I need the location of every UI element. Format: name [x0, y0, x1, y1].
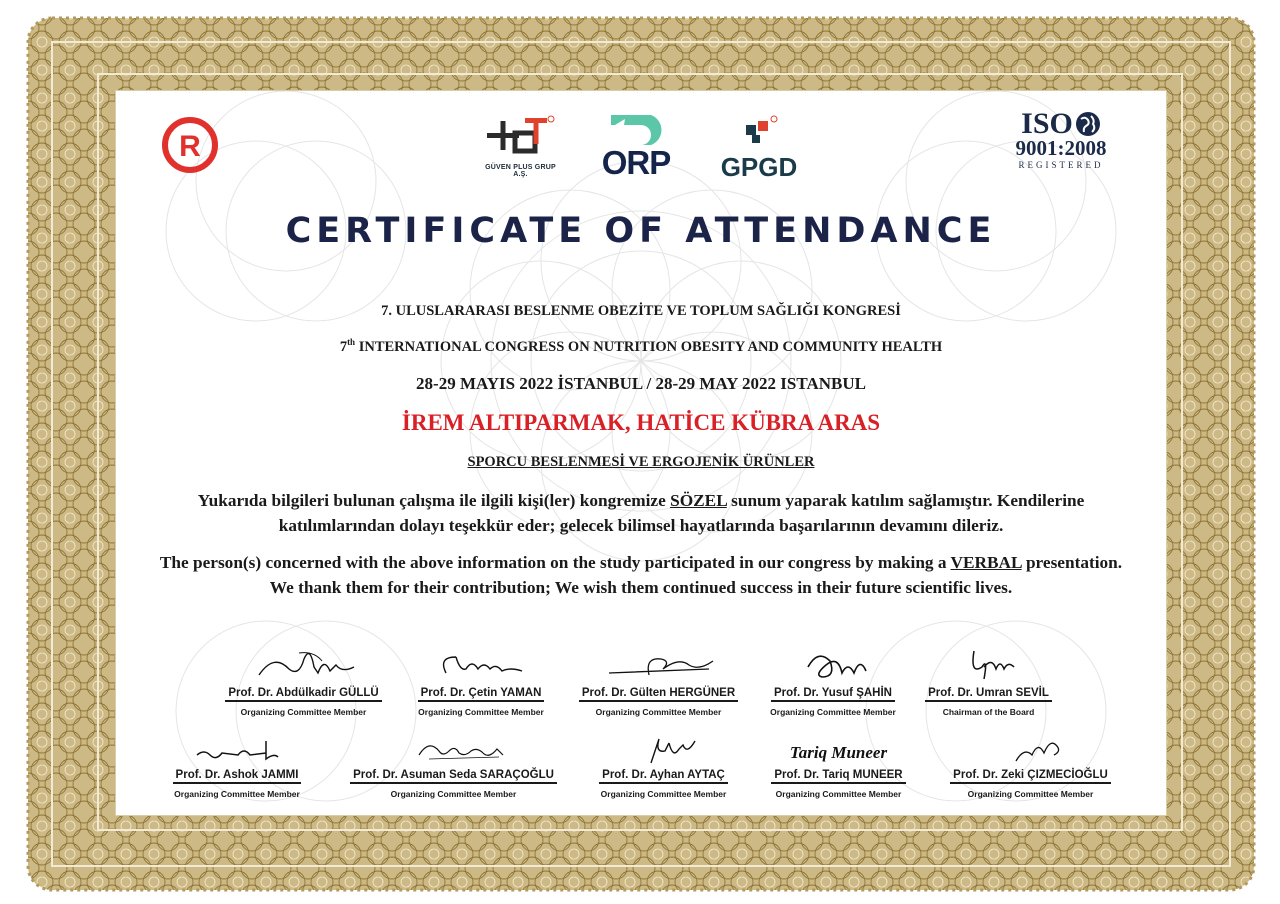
gpgd-logo — [709, 113, 809, 183]
congress-name-en-text: INTERNATIONAL CONGRESS ON NUTRITION OBESITY AND COMMUNITY HEALTH — [355, 338, 943, 355]
study-title: SPORCU BESLENMESİ VE ERGOJENİK ÜRÜNLER — [467, 454, 815, 470]
signature-image — [934, 647, 1044, 683]
signatory-role: Organizing Committee Member — [174, 789, 300, 799]
signatory-name: Prof. Dr. Çetin YAMAN — [418, 687, 545, 702]
orp-mark-icon — [601, 111, 671, 145]
svg-text:R: R — [179, 130, 201, 163]
signature-image — [182, 735, 292, 765]
signatory-name: Prof. Dr. Zeki ÇIZMECİOĞLU — [950, 769, 1111, 784]
body-en-before: The person(s) concerned with the above information on the study participated in our congress by making a — [159, 553, 951, 572]
registered-trademark-icon — [161, 116, 219, 179]
signature-block — [211, 647, 396, 717]
congress-name-en — [116, 337, 1166, 356]
signatory-name: Prof. Dr. Asuman Seda SARAÇOĞLU — [350, 769, 557, 784]
signature-handwriting: Tariq Muneer — [789, 743, 888, 762]
signature-block — [916, 647, 1061, 717]
body-paragraph-tr — [146, 488, 1136, 538]
signatory-role: Organizing Committee Member — [390, 789, 517, 799]
signatory-role: Organizing Committee Member — [595, 707, 722, 717]
signatory-role: Organizing Committee Member — [770, 707, 896, 717]
congress-dates: 28-29 MAYIS 2022 İSTANBUL / 28-29 MAY 2022 ISTANBUL — [416, 374, 866, 393]
signature-block — [591, 735, 736, 799]
certificate-body — [115, 90, 1167, 816]
body-tr-before: Yukarıda bilgileri bulunan çalışma ile ilgili kişi(ler) kongremize — [197, 491, 671, 510]
signatory-role: Organizing Committee Member — [418, 707, 544, 717]
gpgd-mark-icon — [736, 113, 782, 145]
signatory-name: Prof. Dr. Gülten HERGÜNER — [579, 687, 738, 702]
signatory-role: Organizing Committee Member — [600, 789, 727, 799]
orp-wordmark: ORP — [601, 144, 671, 181]
signature-image — [778, 647, 888, 683]
guven-plus-logo — [478, 113, 563, 178]
signatory-name: Prof. Dr. Umran SEVİL — [925, 687, 1052, 702]
signature-block — [756, 741, 921, 799]
signatory-name: Prof. Dr. Yusuf ŞAHİN — [771, 687, 895, 702]
body-en-after: presentation. We thank them for their contribution; We wish them continued success in their future scientific lives. — [269, 553, 1123, 597]
signatory-name: Prof. Dr. Ashok JAMMI — [173, 769, 302, 784]
signature-block — [758, 647, 908, 717]
signature-image — [589, 647, 729, 683]
signature-block — [406, 647, 556, 717]
congress-name-tr: 7. ULUSLARARASI BESLENME OBEZİTE VE TOPLUM SAĞLIĞI KONGRESİ — [381, 303, 901, 319]
body-paragraph-en — [146, 550, 1136, 600]
presentation-type-tr: SÖZEL — [670, 491, 727, 510]
signatory-name: Prof. Dr. Ayhan AYTAÇ — [599, 769, 728, 784]
signature-image — [389, 735, 519, 765]
guven-plus-mark-icon — [481, 113, 561, 157]
orp-logo — [596, 111, 676, 182]
iso-registered: REGISTERED — [1018, 160, 1104, 170]
signature-block — [938, 735, 1123, 799]
congress-ordinal: 7 — [339, 338, 348, 355]
signatory-role: Organizing Committee Member — [240, 707, 367, 717]
iso-certification-badge — [996, 109, 1126, 170]
signature-image — [976, 735, 1086, 765]
signature-block — [566, 647, 751, 717]
signature-image — [244, 647, 364, 683]
signatory-name: Prof. Dr. Tariq MUNEER — [771, 769, 905, 784]
signature-block — [161, 735, 313, 799]
globe-icon — [1075, 111, 1101, 137]
congress-ordinal-suffix: th — [347, 337, 356, 347]
signatory-role: Chairman of the Board — [942, 707, 1035, 717]
signature-block — [341, 735, 566, 799]
body-tr-after: sunum yaparak katılım sağlamıştır. Kendilerine katılımlarından dolayı teşekkür eder; gelecek bilimsel hayatlarında başarılarının devamını dileriz. — [278, 491, 1085, 535]
signatory-role: Organizing Committee Member — [775, 789, 902, 799]
presentation-type-en: VERBAL — [950, 553, 1022, 572]
signature-image — [609, 735, 719, 765]
guven-plus-caption: GÜVEN PLUS GRUP A.Ş. — [485, 164, 556, 178]
recipient-names: İREM ALTIPARMAK, HATİCE KÜBRA ARAS — [401, 410, 881, 435]
gpgd-wordmark: GPGD — [720, 152, 798, 182]
signatory-name: Prof. Dr. Abdülkadir GÜLLÜ — [225, 687, 381, 702]
signature-image — [426, 647, 536, 683]
iso-label: ISO — [1021, 107, 1073, 140]
certificate-title: CERTIFICATE OF ATTENDANCE — [285, 211, 997, 251]
signatory-role: Organizing Committee Member — [967, 789, 1094, 799]
iso-standard: 9001:2008 — [1015, 136, 1107, 160]
